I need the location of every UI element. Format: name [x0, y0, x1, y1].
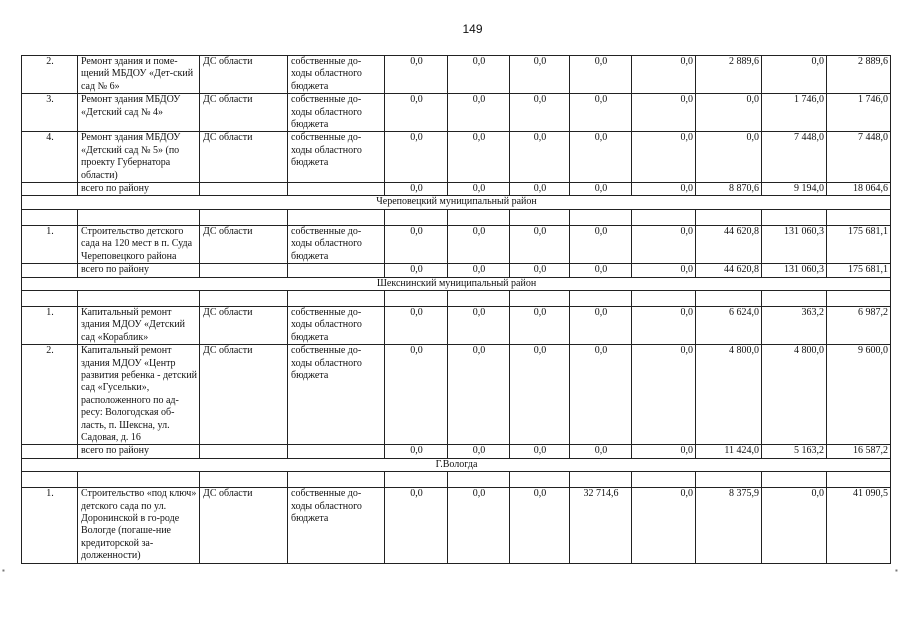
- spacer-cell: [200, 209, 288, 225]
- spacer-cell: [385, 472, 448, 488]
- total-amount: 0,0: [510, 264, 570, 277]
- row-number: 4.: [22, 132, 78, 183]
- object-name: Строительство детского сада на 120 мест в п. Суда Череповецкого района: [78, 225, 200, 263]
- amount-cell: 363,2: [762, 306, 827, 344]
- total-amount: 0,0: [632, 445, 696, 458]
- object-name: Капитальный ремонт здания МДОУ «Центр развития ребенка - детский сад «Гусельки», расположенного по ад-ресу: Вологодская об-ласть, п. Шексна, ул. Садовая, д. 16: [78, 345, 200, 445]
- spacer-cell: [570, 472, 632, 488]
- funding-source: собственные до-ходы областного бюджета: [288, 56, 385, 94]
- amount-cell: 0,0: [632, 345, 696, 445]
- amount-cell: 41 090,5: [827, 488, 891, 563]
- amount-cell: 0,0: [696, 94, 762, 132]
- organization: ДС области: [200, 345, 288, 445]
- spacer-cell: [78, 290, 200, 306]
- spacer-cell: [696, 209, 762, 225]
- total-row: [22, 445, 891, 458]
- amount-cell: 0,0: [385, 306, 448, 344]
- spacer-cell: [78, 472, 200, 488]
- spacer-cell: [632, 472, 696, 488]
- spacer-cell: [448, 290, 510, 306]
- budget-table: [21, 55, 891, 564]
- total-empty-cell: [288, 264, 385, 277]
- total-amount: 0,0: [448, 183, 510, 196]
- total-empty-cell: [288, 445, 385, 458]
- funding-source: собственные до-ходы областного бюджета: [288, 306, 385, 344]
- table-row: [22, 56, 891, 94]
- amount-cell: 0,0: [385, 488, 448, 563]
- amount-cell: 0,0: [570, 132, 632, 183]
- amount-cell: 0,0: [385, 345, 448, 445]
- amount-cell: 0,0: [570, 306, 632, 344]
- amount-cell: 0,0: [448, 56, 510, 94]
- amount-cell: 0,0: [632, 488, 696, 563]
- spacer-cell: [827, 209, 891, 225]
- amount-cell: 0,0: [510, 225, 570, 263]
- spacer-cell: [385, 209, 448, 225]
- total-amount: 18 064,6: [827, 183, 891, 196]
- object-name: Ремонт здания МБДОУ «Детский сад № 5» (по проекту Губернатора области): [78, 132, 200, 183]
- total-amount: 5 163,2: [762, 445, 827, 458]
- total-label: всего по району: [78, 445, 200, 458]
- total-amount: 44 620,8: [696, 264, 762, 277]
- row-number: 3.: [22, 94, 78, 132]
- total-amount: 0,0: [448, 445, 510, 458]
- spacer-cell: [288, 209, 385, 225]
- row-number: 1.: [22, 225, 78, 263]
- total-amount: 0,0: [570, 183, 632, 196]
- amount-cell: 0,0: [762, 488, 827, 563]
- total-amount: 0,0: [448, 264, 510, 277]
- scan-mark-right: ▪: [895, 566, 898, 575]
- organization: ДС области: [200, 306, 288, 344]
- total-amount: 0,0: [385, 264, 448, 277]
- amount-cell: 0,0: [510, 56, 570, 94]
- object-name: Ремонт здания и поме-щений МБДОУ «Дет-ский сад № 6»: [78, 56, 200, 94]
- total-amount: 131 060,3: [762, 264, 827, 277]
- table-row: [22, 94, 891, 132]
- table-row: [22, 306, 891, 344]
- amount-cell: 0,0: [570, 225, 632, 263]
- total-amount: 0,0: [570, 264, 632, 277]
- spacer-cell: [22, 209, 78, 225]
- spacer-cell: [78, 209, 200, 225]
- spacer-cell: [22, 290, 78, 306]
- total-amount: 0,0: [632, 183, 696, 196]
- amount-cell: 0,0: [510, 94, 570, 132]
- section-header-row: [22, 458, 891, 471]
- amount-cell: 0,0: [632, 225, 696, 263]
- total-amount: 8 870,6: [696, 183, 762, 196]
- amount-cell: 0,0: [570, 345, 632, 445]
- organization: ДС области: [200, 56, 288, 94]
- object-name: Ремонт здания МБДОУ «Детский сад № 4»: [78, 94, 200, 132]
- amount-cell: 0,0: [510, 345, 570, 445]
- total-empty-cell: [22, 264, 78, 277]
- amount-cell: 0,0: [448, 132, 510, 183]
- total-amount: 0,0: [385, 183, 448, 196]
- spacer-cell: [22, 472, 78, 488]
- total-empty-cell: [200, 183, 288, 196]
- spacer-cell: [762, 472, 827, 488]
- amount-cell: 0,0: [632, 56, 696, 94]
- amount-cell: 2 889,6: [696, 56, 762, 94]
- total-empty-cell: [200, 445, 288, 458]
- spacer-cell: [510, 472, 570, 488]
- section-header-row: [22, 196, 891, 209]
- amount-cell: 0,0: [510, 132, 570, 183]
- amount-cell: 0,0: [385, 56, 448, 94]
- amount-cell: 0,0: [510, 488, 570, 563]
- spacer-cell: [696, 472, 762, 488]
- amount-cell: 0,0: [632, 306, 696, 344]
- amount-cell: 4 800,0: [762, 345, 827, 445]
- spacer-cell: [510, 290, 570, 306]
- table-row: [22, 225, 891, 263]
- amount-cell: 0,0: [448, 345, 510, 445]
- amount-cell: 0,0: [385, 225, 448, 263]
- scan-mark-left: ▪: [2, 566, 5, 575]
- section-header-row: [22, 277, 891, 290]
- spacer-cell: [200, 472, 288, 488]
- spacer-cell: [632, 209, 696, 225]
- row-number: 2.: [22, 56, 78, 94]
- page-number: 149: [462, 22, 483, 36]
- spacer-cell: [385, 290, 448, 306]
- amount-cell: 0,0: [632, 94, 696, 132]
- spacer-cell: [632, 290, 696, 306]
- amount-cell: 6 624,0: [696, 306, 762, 344]
- spacer-cell: [827, 290, 891, 306]
- spacer-cell: [762, 209, 827, 225]
- amount-cell: 0,0: [448, 225, 510, 263]
- amount-cell: 7 448,0: [762, 132, 827, 183]
- organization: ДС области: [200, 94, 288, 132]
- total-row: [22, 183, 891, 196]
- amount-cell: 8 375,9: [696, 488, 762, 563]
- amount-cell: 0,0: [696, 132, 762, 183]
- section-title: Череповецкий муниципальный район: [22, 196, 891, 209]
- total-amount: 9 194,0: [762, 183, 827, 196]
- spacer-cell: [762, 290, 827, 306]
- amount-cell: 6 987,2: [827, 306, 891, 344]
- section-title: Г.Вологда: [22, 458, 891, 471]
- amount-cell: 0,0: [385, 94, 448, 132]
- amount-cell: 1 746,0: [762, 94, 827, 132]
- row-number: 2.: [22, 345, 78, 445]
- total-empty-cell: [22, 183, 78, 196]
- row-number: 1.: [22, 488, 78, 563]
- spacer-row: [22, 209, 891, 225]
- amount-cell: 7 448,0: [827, 132, 891, 183]
- amount-cell: 32 714,6: [570, 488, 632, 563]
- funding-source: собственные до-ходы областного бюджета: [288, 94, 385, 132]
- amount-cell: 0,0: [510, 306, 570, 344]
- organization: ДС области: [200, 225, 288, 263]
- amount-cell: 0,0: [448, 94, 510, 132]
- amount-cell: 0,0: [385, 132, 448, 183]
- object-name: Капитальный ремонт здания МДОУ «Детский сад «Кораблик»: [78, 306, 200, 344]
- table-row: [22, 488, 891, 563]
- total-amount: 16 587,2: [827, 445, 891, 458]
- spacer-cell: [696, 290, 762, 306]
- spacer-cell: [827, 472, 891, 488]
- total-amount: 0,0: [632, 264, 696, 277]
- total-amount: 11 424,0: [696, 445, 762, 458]
- total-amount: 0,0: [510, 183, 570, 196]
- spacer-row: [22, 290, 891, 306]
- spacer-cell: [570, 209, 632, 225]
- organization: ДС области: [200, 132, 288, 183]
- total-amount: 0,0: [510, 445, 570, 458]
- amount-cell: 4 800,0: [696, 345, 762, 445]
- total-empty-cell: [22, 445, 78, 458]
- object-name: Строительство «под ключ» детского сада по ул. Доронинской в го-роде Вологде (погаше-ние кредиторской за-долженности): [78, 488, 200, 563]
- amount-cell: 0,0: [570, 56, 632, 94]
- spacer-cell: [448, 472, 510, 488]
- funding-source: собственные до-ходы областного бюджета: [288, 132, 385, 183]
- table-row: [22, 345, 891, 445]
- amount-cell: 0,0: [448, 306, 510, 344]
- total-empty-cell: [288, 183, 385, 196]
- funding-source: собственные до-ходы областного бюджета: [288, 225, 385, 263]
- total-amount: 175 681,1: [827, 264, 891, 277]
- total-empty-cell: [200, 264, 288, 277]
- amount-cell: 175 681,1: [827, 225, 891, 263]
- amount-cell: 0,0: [632, 132, 696, 183]
- table-row: [22, 132, 891, 183]
- spacer-cell: [570, 290, 632, 306]
- spacer-cell: [200, 290, 288, 306]
- spacer-cell: [288, 472, 385, 488]
- spacer-cell: [510, 209, 570, 225]
- total-label: всего по району: [78, 264, 200, 277]
- amount-cell: 0,0: [448, 488, 510, 563]
- spacer-row: [22, 472, 891, 488]
- amount-cell: 1 746,0: [827, 94, 891, 132]
- spacer-cell: [448, 209, 510, 225]
- total-label: всего по району: [78, 183, 200, 196]
- row-number: 1.: [22, 306, 78, 344]
- total-amount: 0,0: [570, 445, 632, 458]
- amount-cell: 9 600,0: [827, 345, 891, 445]
- funding-source: собственные до-ходы областного бюджета: [288, 488, 385, 563]
- amount-cell: 0,0: [570, 94, 632, 132]
- spacer-cell: [288, 290, 385, 306]
- amount-cell: 2 889,6: [827, 56, 891, 94]
- section-title: Шекснинский муниципальный район: [22, 277, 891, 290]
- funding-source: собственные до-ходы областного бюджета: [288, 345, 385, 445]
- amount-cell: 0,0: [762, 56, 827, 94]
- total-amount: 0,0: [385, 445, 448, 458]
- amount-cell: 44 620,8: [696, 225, 762, 263]
- total-row: [22, 264, 891, 277]
- organization: ДС области: [200, 488, 288, 563]
- amount-cell: 131 060,3: [762, 225, 827, 263]
